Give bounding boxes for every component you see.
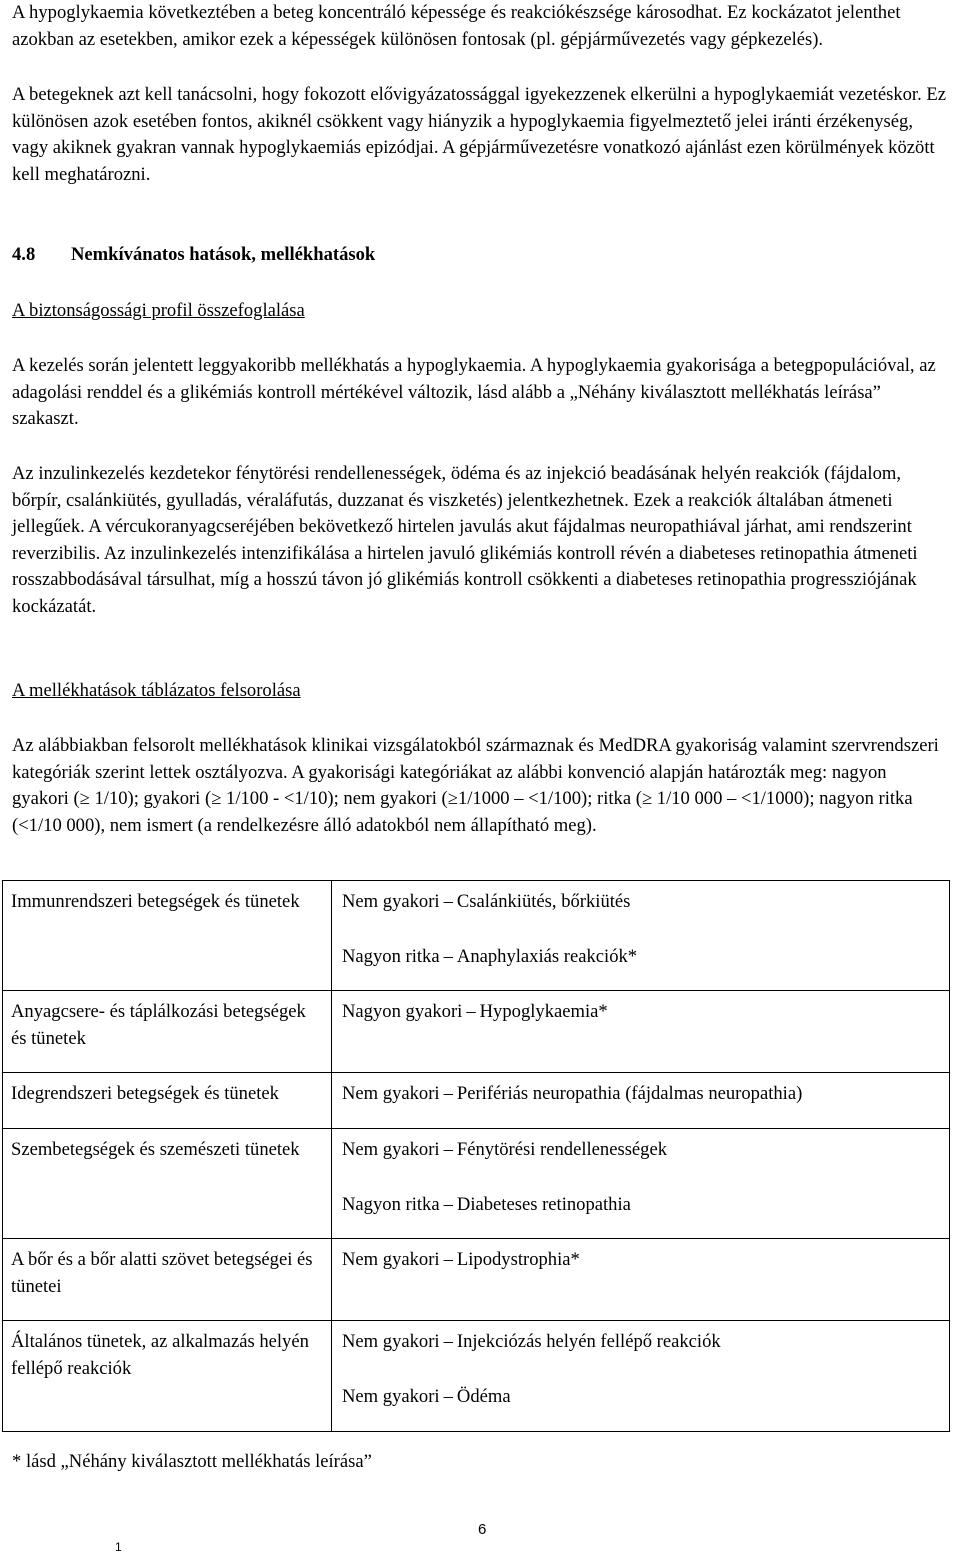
frequency-label: Nagyon ritka xyxy=(342,946,440,967)
effect-entry xyxy=(342,1191,939,1218)
table-row xyxy=(3,1073,950,1129)
effects-cell xyxy=(332,1321,950,1432)
effects-cell xyxy=(332,881,950,991)
frequency-label: Nem gyakori xyxy=(342,1083,440,1104)
footnote: * lásd „Néhány kiválasztott mellékhatás leírása” xyxy=(12,1451,372,1472)
effect-label: Ödéma xyxy=(456,1386,511,1407)
effect-entry xyxy=(342,998,939,1025)
table-row xyxy=(3,1321,950,1432)
effect-label: Perifériás neuropathia (fájdalmas neuropathia) xyxy=(456,1083,803,1104)
paragraph-insulin-start: Az inzulinkezelés kezdetekor fénytörési rendellenességek, ödéma és az injekció beadásának helyén reakciók (fájdalom, bőrpír, csalánkiütés, gyulladás, véraláfutás, duzzanat és viszketés) jelentkezhetnek. Ezek a reakciók általában átmeneti jellegűek. A vércukoranyagcseréjében bekövetkező hirtelen javulás akut fájdalmas neuropathiával járhat, ami rendszerint reverzibilis. Az inzulinkezelés intenzifikálása a hirtelen javuló glikémiás kontroll révén a diabeteses retinopathia átmeneti rosszabbodásával társulhat, míg a hosszú távon jó glikémiás kontroll csökkenti a diabeteses retinopathia progressziójának kockázatát. xyxy=(12,463,918,617)
effects-cell xyxy=(332,1129,950,1239)
dash-separator: – xyxy=(443,1083,453,1104)
effect-label: Lipodystrophia* xyxy=(456,1249,580,1270)
effects-cell xyxy=(332,1239,950,1321)
effect-label: Diabeteses retinopathia xyxy=(456,1194,631,1215)
effects-cell xyxy=(332,1073,950,1129)
system-organ-class: Általános tünetek, az alkalmazás helyén fellépő reakciók xyxy=(3,1321,332,1432)
paragraph-safety-summary: A kezelés során jelentett leggyakoribb mellékhatás a hypoglykaemia. A hypoglykaemia gyakorisága a betegpopulációval, az adagolási renddel és a glikémiás kontroll mértékével változik, lásd alább a „Néhány kiválasztott mellékhatás leírása” szakaszt. xyxy=(12,355,936,429)
frequency-label: Nagyon ritka xyxy=(342,1194,440,1215)
table-row xyxy=(3,881,950,991)
paragraph-frequency-convention: Az alábbiakban felsorolt mellékhatások klinikai vizsgálatokból származnak és MedDRA gyakoriság valamint szervrendszeri kategóriák szerint lettek osztályozva. A gyakorisági kategóriákat az alábbi konvenció alapján határozták meg: nagyon gyakori (≥ 1/10); gyakori (≥ 1/100 - <1/10); nem gyakori (≥1/1000 – <1/100); ritka (≥ 1/10 000 – <1/1000); nagyon ritka (<1/10 000), nem ismert (a rendelkezésre álló adatokból nem állapítható meg). xyxy=(12,735,939,836)
effect-entry xyxy=(342,1383,939,1410)
page-index: 1 xyxy=(115,1540,122,1554)
paragraph-driving-risk: A hypoglykaemia következtében a beteg koncentráló képessége és reakciókészsége károsodhat. Ez kockázatot jelenthet azokban az esetekben, amikor ezek a képességek különösen fontosak (pl. gépjárművezetés vagy gépkezelés). xyxy=(12,2,901,50)
effect-entry xyxy=(342,943,939,970)
system-organ-class: Szembetegségek és szemészeti tünetek xyxy=(3,1129,332,1239)
frequency-label: Nem gyakori xyxy=(342,1139,440,1160)
effect-entry xyxy=(342,1246,939,1273)
paragraph-driving-advice: A betegeknek azt kell tanácsolni, hogy fokozott elővigyázatossággal igyekezzenek elkerülni a hypoglykaemiát vezetéskor. Ez különösen azok esetében fontos, akiknél csökkent vagy hiányzik a hypoglykaemia figyelmeztető jelei iránti érzékenység, vagy akiknek gyakran vannak hypoglykaemiás epizódjai. A gépjárművezetésre vonatkozó ajánlást ezen körülmények között kell meghatározni. xyxy=(12,84,946,185)
table-row xyxy=(3,991,950,1073)
dash-separator: – xyxy=(443,1386,453,1407)
section-heading xyxy=(12,242,948,269)
dash-separator: – xyxy=(443,946,453,967)
dash-separator: – xyxy=(443,1194,453,1215)
effect-label: Anaphylaxiás reakciók* xyxy=(456,946,638,967)
dash-separator: – xyxy=(466,1001,476,1022)
dash-separator: – xyxy=(443,891,453,912)
effect-label: Injekciózás helyén fellépő reakciók xyxy=(456,1331,721,1352)
system-organ-class: Anyagcsere- és táplálkozási betegségek és tünetek xyxy=(3,991,332,1073)
effect-entry xyxy=(342,1080,939,1107)
table-row xyxy=(3,1129,950,1239)
section-title: Nemkívánatos hatások, mellékhatások xyxy=(71,244,376,265)
table-row xyxy=(3,1239,950,1321)
effect-label: Csalánkiütés, bőrkiütés xyxy=(456,891,631,912)
subheading-safety-profile: A biztonságossági profil összefoglalása xyxy=(12,300,305,321)
frequency-label: Nem gyakori xyxy=(342,1331,440,1352)
frequency-label: Nem gyakori xyxy=(342,1386,440,1407)
effect-entry xyxy=(342,888,939,943)
dash-separator: – xyxy=(443,1331,453,1352)
effect-label: Hypoglykaemia* xyxy=(479,1001,608,1022)
system-organ-class: Immunrendszeri betegségek és tünetek xyxy=(3,881,332,991)
dash-separator: – xyxy=(443,1249,453,1270)
adverse-reactions-table xyxy=(2,880,950,1432)
frequency-label: Nem gyakori xyxy=(342,1249,440,1270)
dash-separator: – xyxy=(443,1139,453,1160)
effect-label: Fénytörési rendellenességek xyxy=(456,1139,668,1160)
section-number: 4.8 xyxy=(12,244,36,265)
system-organ-class: A bőr és a bőr alatti szövet betegségei és tünetei xyxy=(3,1239,332,1321)
system-organ-class: Idegrendszeri betegségek és tünetek xyxy=(3,1073,332,1129)
effects-cell xyxy=(332,991,950,1073)
page-number: 6 xyxy=(478,1521,487,1538)
effect-entry xyxy=(342,1136,939,1191)
frequency-label: Nem gyakori xyxy=(342,891,440,912)
subheading-tabulated-list: A mellékhatások táblázatos felsorolása xyxy=(12,680,301,701)
frequency-label: Nagyon gyakori xyxy=(342,1001,463,1022)
effect-entry xyxy=(342,1328,939,1383)
